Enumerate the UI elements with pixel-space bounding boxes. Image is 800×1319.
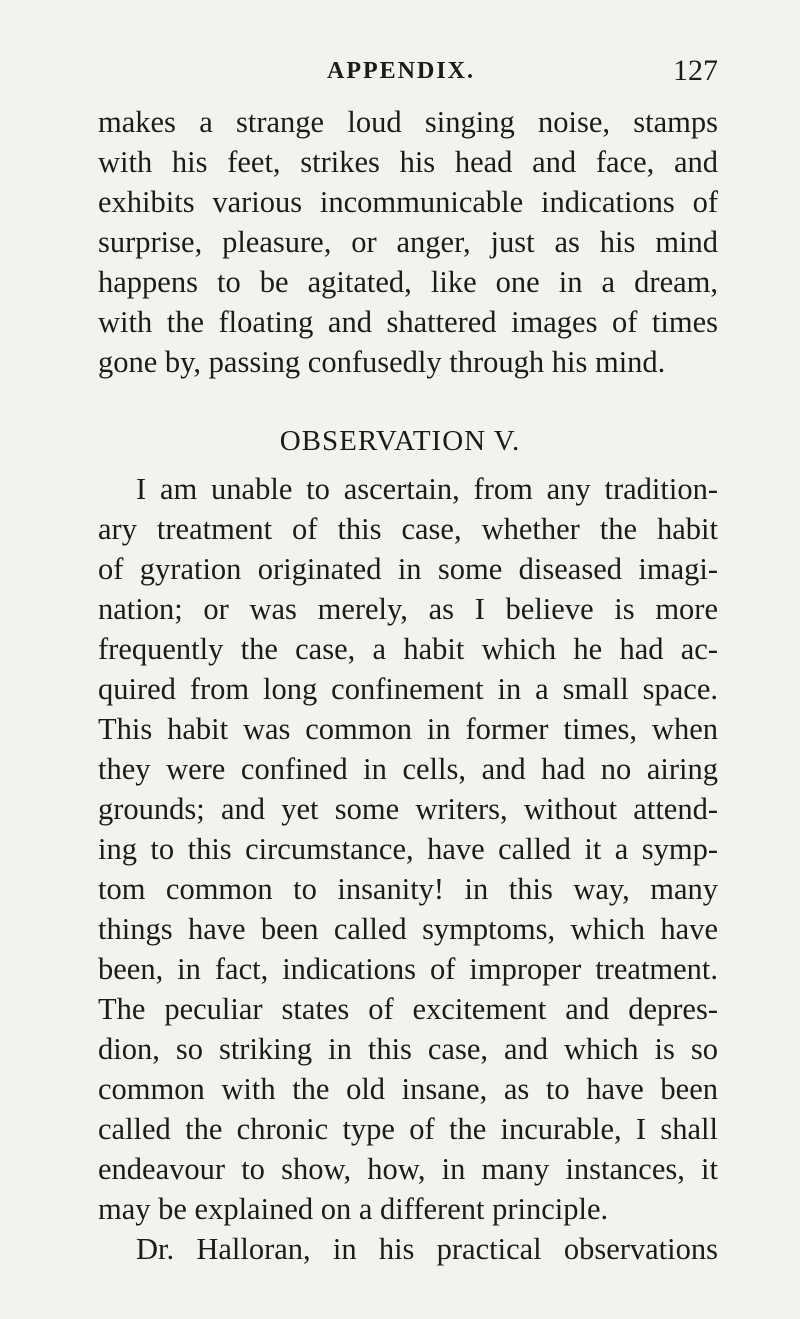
page-number: 127 [673,54,718,87]
running-head-title: APPENDIX. [327,58,475,84]
text-line: grounds; and yet some writers, without attend- [98,792,718,826]
text-line: with the floating and shattered images of times [98,305,718,339]
text-line: The peculiar states of excitement and depres- [98,992,718,1026]
text-line: common with the old insane, as to have been [98,1072,718,1106]
text-line: been, in fact, indications of improper treatment. [98,952,718,986]
text-line: ary treatment of this case, whether the habit [98,512,718,546]
text-line: ing to this circumstance, have called it a symp- [98,832,718,866]
text-line: they were confined in cells, and had no airing [98,752,718,786]
text-line: This habit was common in former times, when [98,712,718,746]
text-line: tom common to insanity! in this way, many [98,872,718,906]
text-line: of gyration originated in some diseased imagi- [98,552,718,586]
text-line: Dr. Halloran, in his practical observations [136,1232,718,1266]
text-line: I am unable to ascertain, from any tradition- [136,472,718,506]
text-line: gone by, passing confusedly through his mind. [98,345,666,379]
text-line: called the chronic type of the incurable, I shall [98,1112,718,1146]
text-line: dion, so striking in this case, and which is so [98,1032,718,1066]
text-line: quired from long confinement in a small space. [98,672,718,706]
text-line: things have been called symptoms, which have [98,912,718,946]
text-line: with his feet, strikes his head and face, and [98,145,718,179]
text-line: frequently the case, a habit which he had ac- [98,632,718,666]
running-head [98,54,718,94]
text-line: exhibits various incommunicable indications of [98,185,718,219]
text-line: makes a strange loud singing noise, stamps [98,105,718,139]
section-heading: OBSERVATION V. [279,425,521,457]
text-line: endeavour to show, how, in many instances, it [98,1152,718,1186]
text-line: surprise, pleasure, or anger, just as his mind [98,225,718,259]
text-line: nation; or was merely, as I believe is more [98,592,718,626]
text-line: may be explained on a different principle. [98,1192,609,1226]
text-line: happens to be agitated, like one in a dream, [98,265,718,299]
